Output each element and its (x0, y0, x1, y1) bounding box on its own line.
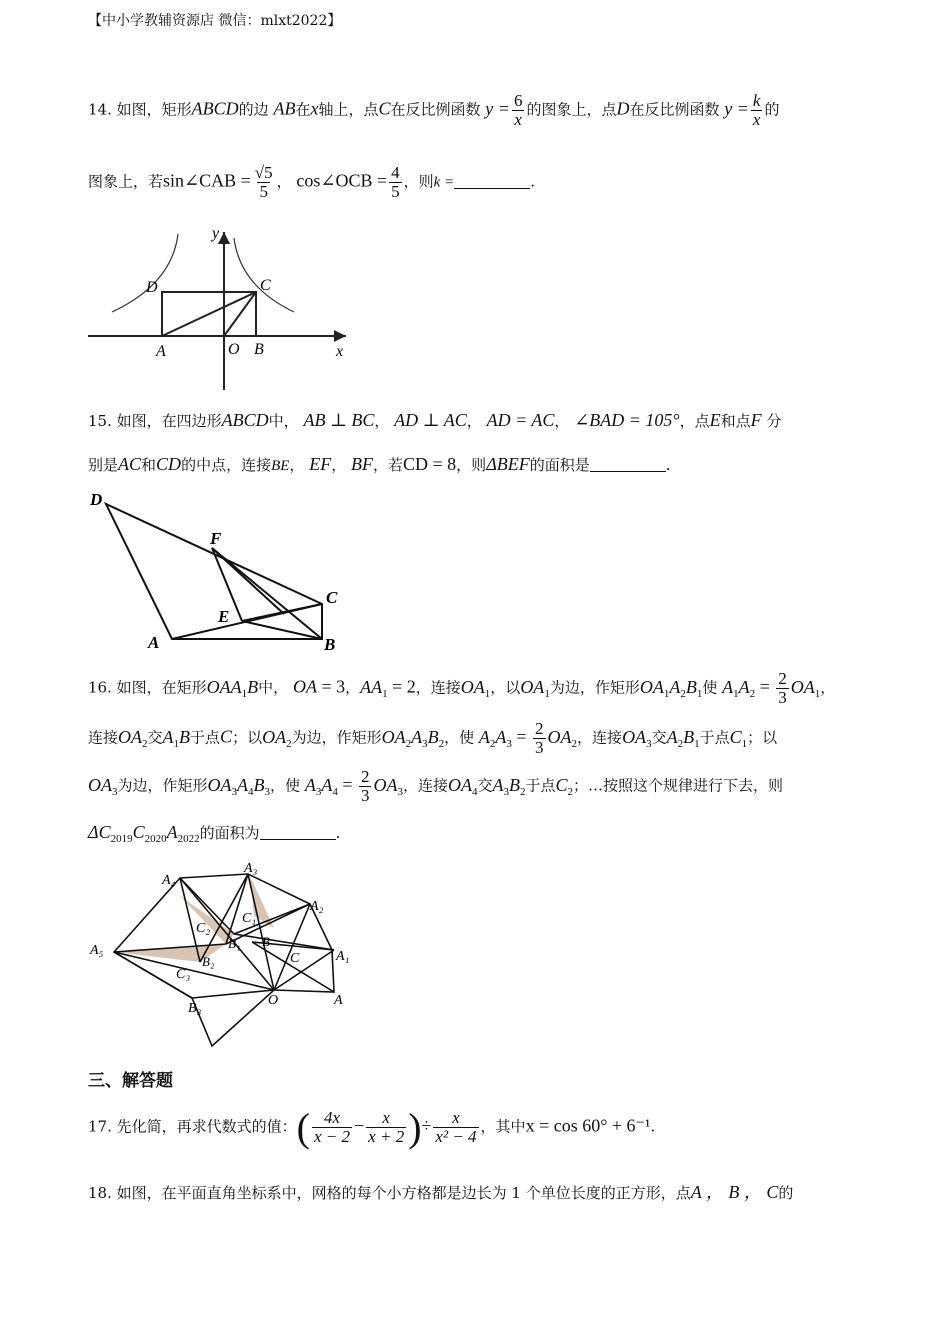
fig14-label-a: A (156, 343, 166, 360)
q16-line2: 连接$OA_2$交$A_1B$于点C；以$OA_2$为边，作矩形$OA_2A_3B_2$，使 $A_2A_3$ = $\frac{2}{3}$ $OA_2$，连接$OA_3$交$A_2B_1$于点$C_1$；以 (88, 719, 778, 757)
fig14-label-b: B (254, 341, 264, 358)
q16-line1: 16. 如图，在矩形$OAA_1B$中， OA = 3，$AA_1 = 2$，连接$OA_1$，以$OA_1$为边，作矩形$OA_1A_2B_1$使 $A_1A_2$ = $\frac{2}{3}$ $OA_1$， (88, 669, 836, 707)
q16-line4: $\Delta C_{2019}C_{2020}A_{2022}$的面积为 . (88, 822, 341, 845)
fig16-label-b3: B₃ (188, 1001, 202, 1016)
fig14-label-y: y (212, 225, 220, 242)
fig16-label-b1: B₁ (228, 936, 241, 951)
section-heading: 三、解答题 (88, 1071, 173, 1091)
fig16-label-o: O (268, 993, 279, 1008)
fig15-label-b: B (324, 635, 336, 654)
q14-line1: 14. 如图，矩形ABCD的边 AB在x轴上，点C在反比例函数 y = $\frac{6}{x}$ 的图象上，点D在反比例函数 y = $\frac{k}{x}$ 的 (88, 91, 780, 129)
q15-answer-blank (590, 457, 666, 472)
fig16-label-b2: B₂ (202, 954, 215, 969)
fig16-label-a3: A₃ (244, 862, 258, 876)
fig15-label-e: E (218, 607, 230, 626)
q17-line: 17. 先化简，再求代数式的值：( $\frac{4x}{x - 2}$ − $\frac{x}{x + 2}$ )÷ $\frac{x}{\text{x² − 4}}$ ，其中x = cos 60° + 6⁻¹. (88, 1105, 656, 1150)
q15-line2: 别是AC和CD的中点，连接BE， EF， BF，若CD = 8，则ΔBEF的面积是 . (88, 454, 671, 474)
q15-line1: 15. 如图，在四边形ABCD中， AB ⊥ BC， AD ⊥ AC， AD = AC， ∠BAD = 105°，点E和点F 分 (88, 410, 782, 430)
q14-line2: 图象上，若sin∠CAB = $\frac{√5}{5}$ ， cos∠OCB = $\frac{4}{5}$ ，则k = . (88, 163, 535, 201)
fig14-label-x: x (336, 343, 344, 360)
fig15-label-c: C (326, 588, 338, 607)
q14-figure (84, 224, 359, 394)
q16-line3: $OA_3$为边，作矩形$OA_3A_4B_3$，使 $A_3A_4$ = $\frac{2}{3}$ $OA_3$，连接$OA_4$交$A_3B_2$于点$C_2$；…按照这个规律进行下去，则 (88, 767, 784, 805)
q16-answer-blank (260, 825, 336, 840)
fig16-label-c1: C₁ (242, 911, 257, 926)
fig15-label-a: A (148, 633, 160, 652)
fig14-label-o: O (228, 341, 240, 358)
fig16-label-a4: A₄ (162, 873, 176, 888)
fig16-label-a2: A₂ (310, 899, 324, 914)
fig14-label-d: D (146, 279, 158, 296)
fig14-label-c: C (260, 277, 271, 294)
fig16-label-c: C (290, 951, 300, 966)
fig15-label-d: D (90, 490, 103, 509)
fig16-label-c3: C₃ (176, 967, 191, 982)
fig16-label-c2: C₂ (196, 921, 211, 936)
q15-figure (84, 486, 349, 656)
fig16-label-b: B (262, 934, 270, 949)
fig16-label-a: A (334, 993, 343, 1008)
fig16-label-a1: A₁ (336, 949, 350, 964)
fig16-label-a5: A₅ (90, 943, 104, 958)
q14-answer-blank (454, 174, 530, 189)
q16-figure (84, 862, 359, 1054)
page-header: 【中小学教辅资源店 微信：mlxt2022】 (88, 13, 342, 29)
fig15-label-f: F (210, 529, 222, 548)
q18-line: 18. 如图，在平面直角坐标系中，网格的每个小方格都是边长为 1 个单位长度的正方形，点A ， B ， C的 (88, 1182, 794, 1202)
